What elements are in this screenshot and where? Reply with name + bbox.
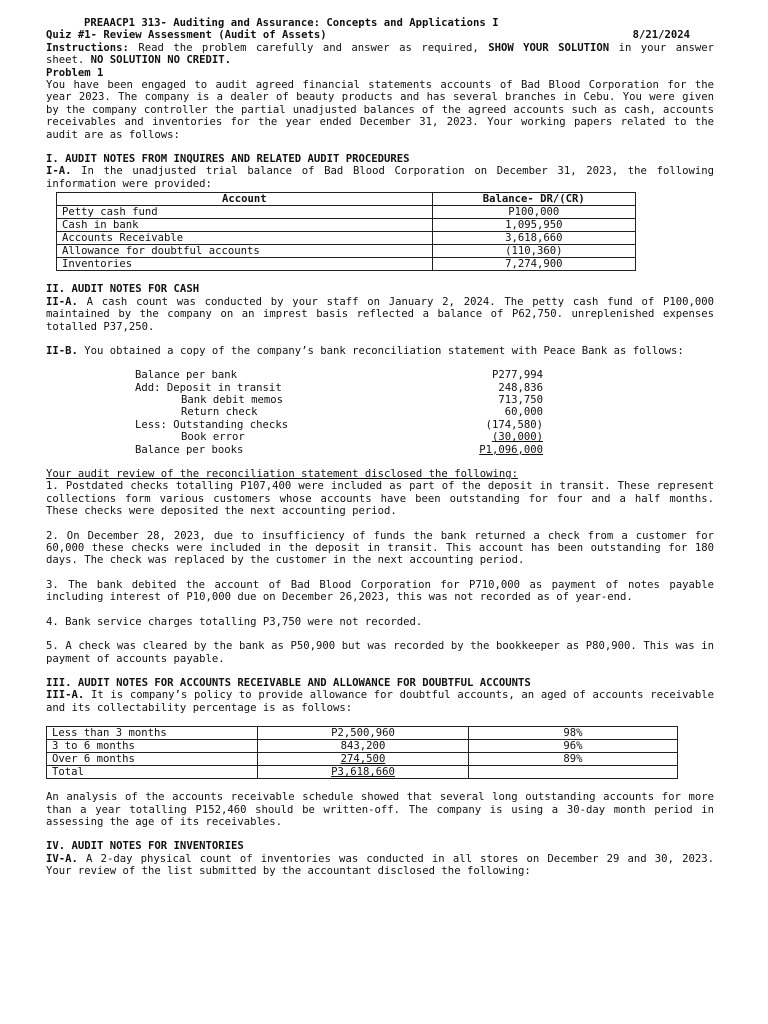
collectability-cell: 89% (469, 753, 678, 766)
review-item: 5. A check was cleared by the bank as P50,900 but was recorded by the bookkeeper as P80,900. This was in payment of accounts payable. (46, 640, 714, 665)
recon-label: Balance per bank (135, 369, 238, 382)
table-row (57, 219, 636, 232)
balance-cell: P100,000 (432, 206, 635, 219)
iva-label: IV-A. (46, 852, 78, 865)
quiz-date: 8/21/2024 (632, 29, 690, 42)
account-cell: Cash in bank (57, 219, 433, 232)
table-row (57, 245, 636, 258)
review-item: 3. The bank debited the account of Bad Blood Corporation for P710,000 as payment of notes payable including interest of P10,000 due on December 26,2023, this was not recorded as of year-end. (46, 578, 714, 604)
instructions (46, 42, 714, 67)
section2-iia (46, 296, 714, 333)
section2-iib (46, 345, 714, 357)
recon-row (135, 382, 543, 394)
recon-row (135, 444, 543, 456)
section2-title: II. AUDIT NOTES FOR CASH (46, 283, 200, 296)
age-bracket-cell: Total (47, 766, 258, 779)
ia-label: I-A. (46, 165, 72, 178)
account-cell: Inventories (57, 258, 433, 271)
instructions-text: Read the problem carefully and answer as required, (128, 41, 489, 54)
section4-iva (46, 853, 714, 878)
recon-amount: (30,000) (491, 431, 543, 444)
age-bracket-cell: Less than 3 months (47, 727, 258, 740)
recon-row (135, 394, 543, 406)
recon-row (135, 369, 543, 381)
aging-row (47, 753, 678, 766)
account-cell: Accounts Receivable (57, 232, 433, 245)
intro-paragraph: You have been engaged to audit agreed financial statements accounts of Bad Blood Corporation for the year 2023. The company is a dealer of beauty products and has several branches in Cebu. You were given by the company controller the partial unadjusted balances of the agreed accounts such as cash, accounts receivables and inventories for the year ended December 31, 2023. Your working papers related to the audit are as follows: (46, 79, 714, 141)
review-item: 2. On December 28, 2023, due to insufficiency of funds the bank returned a check from a customer for 60,000 these checks were included in the deposit in transit. This account has been outstanding for 180 days. The check was replaced by the customer in the next accounting period. (46, 529, 714, 567)
recon-amount: 60,000 (504, 406, 543, 419)
section1-title: I. AUDIT NOTES FROM INQUIRES AND RELATED AUDIT PROCEDURES (46, 153, 410, 166)
iiia-text: It is company’s policy to provide allowance for doubtful accounts, an aged of accounts receivable and its collectability percentage is as follows: (46, 689, 714, 714)
age-amount-cell (258, 753, 469, 766)
age-amount: 274,500 (340, 753, 386, 766)
recon-label: Add: Deposit in transit (135, 381, 282, 394)
problem-title: Problem 1 (46, 66, 104, 79)
table-row (57, 232, 636, 245)
age-amount-cell (258, 727, 469, 740)
column-header-balance: Balance- DR/(CR) (432, 193, 635, 206)
recon-amount: P277,994 (491, 369, 543, 382)
recon-label: Book error (181, 431, 245, 444)
age-amount: P3,618,660 (331, 766, 395, 779)
review-items (46, 480, 714, 664)
bank-reconciliation (135, 369, 543, 456)
recon-row (135, 406, 543, 418)
recon-label: Balance per books (135, 443, 244, 456)
recon-label: Return check (181, 406, 258, 419)
aging-table (46, 726, 678, 779)
collectability-cell: 98% (469, 727, 678, 740)
balance-cell: 7,274,900 (432, 258, 635, 271)
iiia-label: III-A. (46, 689, 85, 702)
age-bracket-cell: Over 6 months (47, 753, 258, 766)
age-amount: 843,200 (340, 740, 386, 753)
balance-cell: 1,095,950 (432, 219, 635, 232)
ia-text: In the unadjusted trial balance of Bad Blood Corporation on December 31, 2023, the following information were provided: (46, 165, 714, 190)
quiz-title-row (46, 29, 714, 41)
age-amount-cell (258, 740, 469, 753)
course-title: PREAACP1 313- Auditing and Assurance: Concepts and Applications I (84, 17, 499, 29)
aging-row (47, 740, 678, 753)
trial-balance-table (56, 192, 636, 271)
section1-ia (46, 165, 714, 190)
section3-title: III. AUDIT NOTES FOR ACCOUNTS RECEIVABLE AND ALLOWANCE FOR DOUBTFUL ACCOUNTS (46, 676, 531, 689)
section4-title: IV. AUDIT NOTES FOR INVENTORIES (46, 840, 244, 853)
iia-label: II-A. (46, 295, 78, 308)
instructions-label: Instructions: (46, 41, 129, 54)
instructions-bold2: NO SOLUTION NO CREDIT. (90, 54, 231, 67)
recon-row (135, 431, 543, 443)
age-bracket-cell: 3 to 6 months (47, 740, 258, 753)
instructions-tail: in your answer sheet. (46, 41, 714, 67)
quiz-title: Quiz #1- Review Assessment (Audit of Assets) (46, 29, 327, 42)
review-item: 1. Postdated checks totalling P107,400 were included as part of the deposit in transit. These represent collections form various customers whose accounts have been outstanding for four and a half months. These checks were deposited the next accounting period. (46, 480, 714, 518)
recon-row (135, 419, 543, 431)
recon-amount: (174,580) (485, 418, 543, 431)
account-cell: Petty cash fund (57, 206, 433, 219)
recon-amount: 713,750 (498, 394, 543, 407)
section3-iiia (46, 689, 714, 714)
aging-row (47, 727, 678, 740)
account-cell: Allowance for doubtful accounts (57, 245, 433, 258)
table-header-row (57, 193, 636, 206)
review-item: 4. Bank service charges totalling P3,750 were not recorded. (46, 615, 423, 628)
iva-text: A 2-day physical count of inventories was conducted in all stores on December 29 and 30, 2023. Your review of the list submitted by the accountant disclosed the following: (46, 852, 714, 878)
recon-amount: P1,096,000 (479, 443, 543, 456)
balance-cell: (110,360) (432, 245, 635, 258)
iib-text: You obtained a copy of the company’s bank reconciliation statement with Peace Bank as follows: (77, 344, 684, 357)
age-amount-cell (258, 766, 469, 779)
collectability-cell (469, 766, 678, 779)
instructions-bold: SHOW YOUR SOLUTION (488, 41, 610, 54)
review-heading: Your audit review of the reconciliation statement disclosed the following: (46, 468, 518, 481)
table-row (57, 258, 636, 271)
aging-row (47, 766, 678, 779)
column-header-account: Account (57, 193, 433, 206)
recon-label: Less: Outstanding checks (135, 418, 289, 431)
document-page (46, 17, 714, 878)
recon-label: Bank debit memos (181, 394, 284, 407)
recon-amount: 248,836 (498, 381, 543, 394)
age-amount: P2,500,960 (331, 727, 395, 740)
iib-label: II-B. (46, 344, 78, 357)
balance-cell: 3,618,660 (432, 232, 635, 245)
ar-analysis: An analysis of the accounts receivable schedule showed that several long outstanding accounts for more than a year totalling P152,460 should be written-off. The company is using a 30-day month period in assessing the age of its receivables. (46, 791, 714, 828)
iia-text: A cash count was conducted by your staff on January 2, 2024. The petty cash fund of P100,000 maintained by the company on an imprest basis reflected a balance of P62,750. unreplenished expenses totalled P37,250. (46, 295, 714, 333)
collectability-cell: 96% (469, 740, 678, 753)
table-row (57, 206, 636, 219)
